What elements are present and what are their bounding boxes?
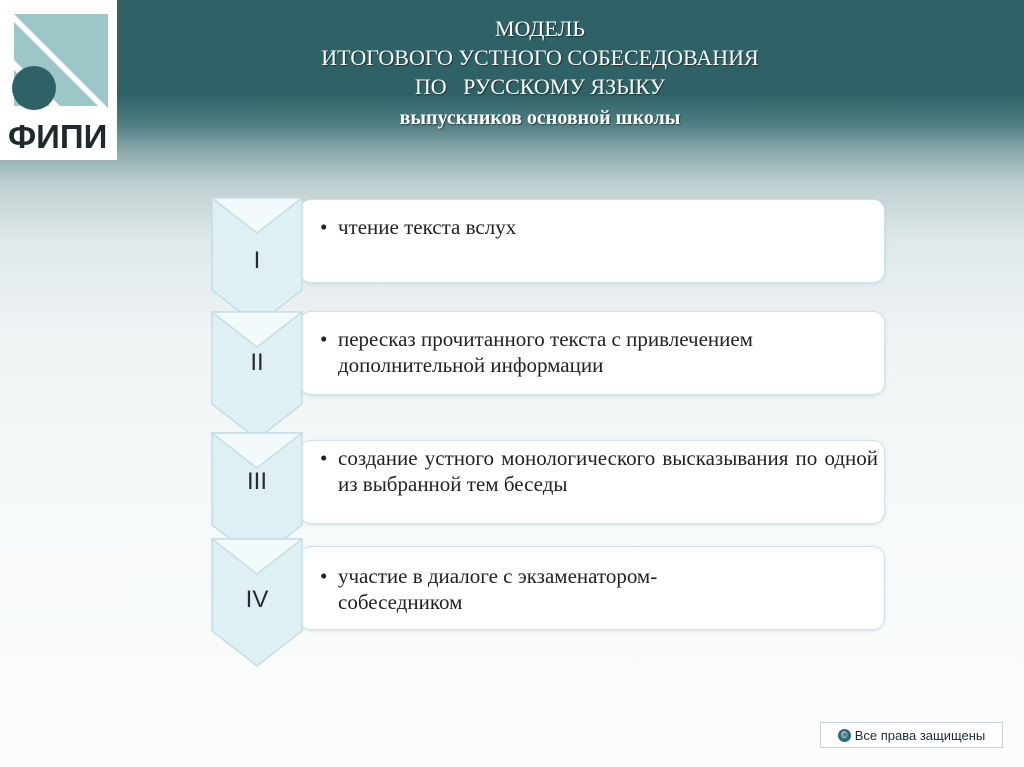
step-item-4 xyxy=(320,563,878,615)
step-item-2 xyxy=(320,326,878,378)
step-box-2 xyxy=(299,311,885,395)
step-box-1 xyxy=(299,199,885,283)
step-text-1: чтение текста вслух xyxy=(338,215,517,239)
step-box-4 xyxy=(299,546,885,630)
title-line-3: ПО РУССКОМУ ЯЗЫКУ xyxy=(414,74,666,99)
slide-title xyxy=(230,14,850,132)
step-number-4: IV xyxy=(245,586,269,613)
copyright-badge xyxy=(820,722,1003,748)
copyright-text: Все права защищены xyxy=(854,727,986,743)
copyright-icon: © xyxy=(838,729,851,742)
step-text-3: создание устного монологического высказывания по одной из выбранной тем беседы xyxy=(338,446,878,496)
title-line-1: МОДЕЛЬ xyxy=(494,16,586,41)
step-row-4 xyxy=(211,538,885,668)
step-number-2: II xyxy=(250,349,264,376)
step-item-3 xyxy=(320,445,878,497)
step-item-1 xyxy=(320,214,878,240)
step-row-2 xyxy=(211,311,885,441)
step-text-4: участие в диалоге с экзаменатором-собеседником xyxy=(338,564,658,614)
bullet-icon: • xyxy=(320,327,328,351)
fipi-logo xyxy=(0,0,117,160)
bullet-icon: • xyxy=(320,215,328,239)
logo-text: ФИПИ xyxy=(8,118,108,155)
step-text-2: пересказ прочитанного текста с привлечением дополнительной информации xyxy=(338,327,753,377)
step-number-3: III xyxy=(246,468,267,495)
step-row-1 xyxy=(211,197,885,327)
bullet-icon: • xyxy=(320,564,328,588)
step-number-1: I xyxy=(253,247,261,274)
title-line-2: ИТОГОВОГО УСТНОГО СОБЕСЕДОВАНИЯ xyxy=(321,45,759,70)
bullet-icon: • xyxy=(320,446,328,470)
slide-subtitle: выпускников основной школы xyxy=(399,107,681,129)
step-box-3 xyxy=(299,440,885,524)
